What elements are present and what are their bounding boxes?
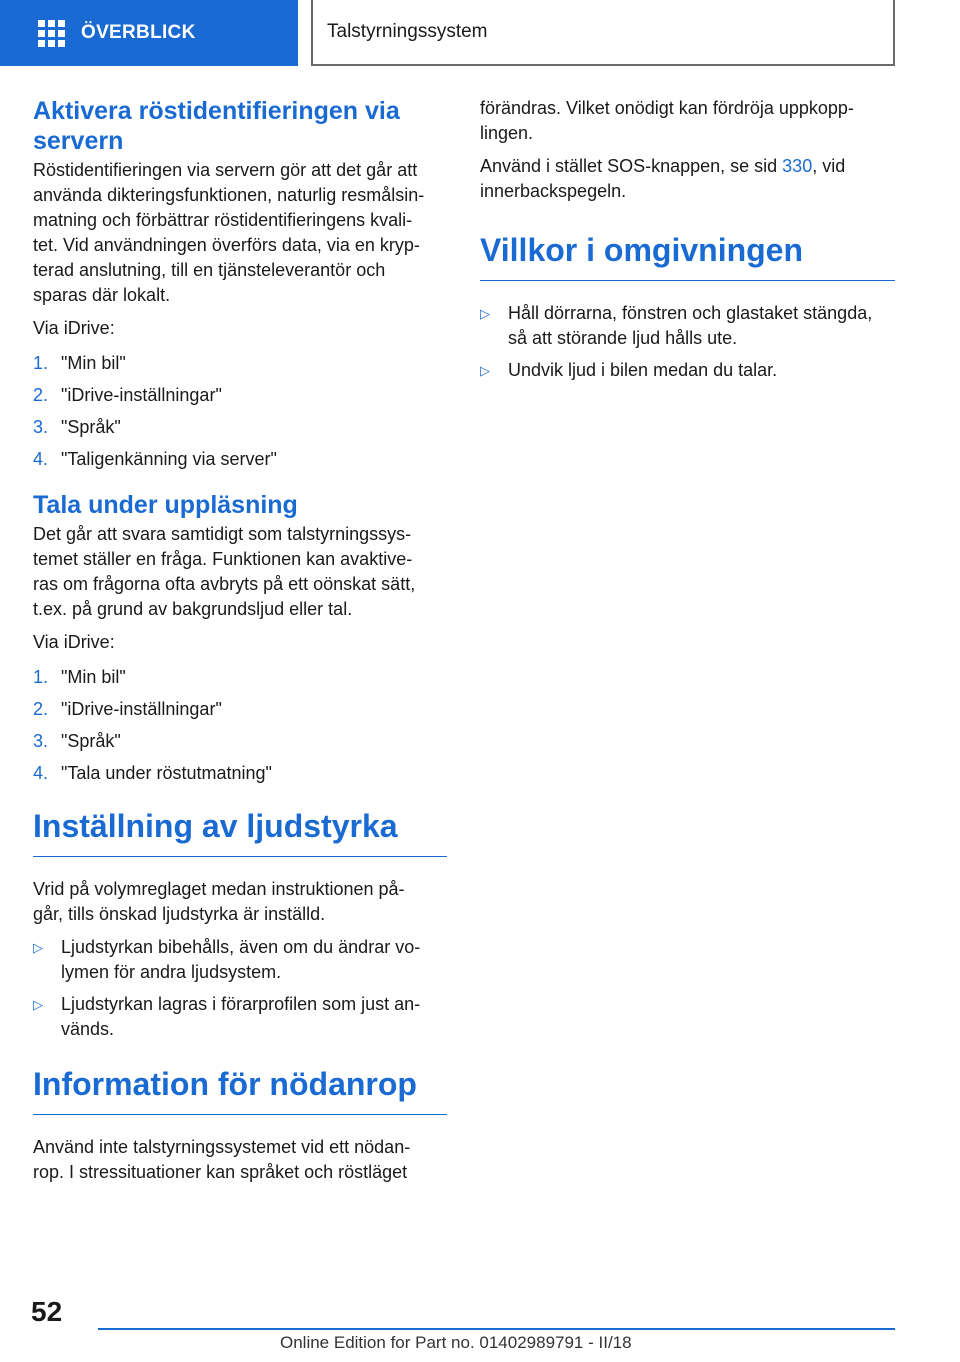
bullet-item (480, 301, 895, 351)
text-line: terad anslutning, till en tjänsteleverantör och (33, 260, 386, 280)
text-line: lingen. (480, 123, 534, 143)
step-text: "iDrive-inställningar" (61, 699, 222, 719)
text-line: förändras. Vilket onödigt kan fördröja uppkopp- (480, 98, 854, 118)
step-item (33, 761, 447, 786)
step-item (33, 351, 447, 376)
text-line: Det går att svara samtidigt som talstyrningssys- (33, 524, 412, 544)
bullet-text (61, 935, 420, 985)
step-text: "Språk" (61, 731, 121, 751)
via-idrive-label: Via iDrive: (33, 318, 115, 338)
step-number: 2. (33, 699, 49, 719)
footer-edition-text: Online Edition for Part no. 01402989791 - II/18 (280, 1333, 632, 1352)
paragraph-emergency-continued (480, 96, 895, 146)
step-item (33, 383, 447, 408)
bullet-text: Undvik ljud i bilen medan du talar. (508, 360, 778, 380)
steps-list (33, 351, 447, 472)
text-line: Använd inte talstyrningssystemet vid ett nödan- (33, 1137, 411, 1157)
text-line: Håll dörrarna, fönstren och glastaket stängda, (508, 303, 873, 323)
heading-emergency-call-info: Information för nödanrop (33, 1064, 447, 1115)
bullet-list (33, 935, 447, 1042)
step-number: 1. (33, 353, 49, 373)
step-item (33, 665, 447, 690)
text-line: innerbackspegeln. (480, 181, 627, 201)
text-fragment: , vid (812, 156, 846, 176)
heading-speak-during-readout: Tala under uppläsning (33, 491, 298, 519)
step-text: "Språk" (61, 417, 121, 437)
text-line: matning och förbättrar röstidentifieringens kvali- (33, 210, 413, 230)
text-line: ras om frågorna ofta avbryts på ett oönskat sätt, (33, 574, 416, 594)
overview-tab[interactable] (0, 0, 298, 66)
step-number: 3. (33, 731, 49, 751)
text-line: rop. I stressituationer kan språket och röstläget (33, 1162, 408, 1182)
paragraph-server-recognition (33, 158, 447, 308)
step-number: 1. (33, 667, 49, 687)
heading-server-recognition (33, 96, 447, 156)
step-text: "iDrive-inställningar" (61, 385, 222, 405)
grid-icon (38, 20, 65, 47)
triangle-right-outline-icon: ▷ (480, 306, 490, 321)
text-line: så att störande ljud hålls ute. (508, 328, 738, 348)
step-text: "Taligenkänning via server" (61, 449, 277, 469)
section-title-box (311, 0, 895, 66)
step-item (33, 447, 447, 472)
page-reference-link[interactable]: 330 (782, 156, 813, 176)
triangle-right-outline-icon: ▷ (33, 940, 43, 955)
text-line: temet ställer en fråga. Funktionen kan avaktive- (33, 549, 413, 569)
text-line: Ljudstyrkan bibehålls, även om du ändrar vo- (61, 937, 421, 957)
via-idrive-label: Via iDrive: (33, 632, 115, 652)
text-line: vänds. (61, 1019, 115, 1039)
step-number: 4. (33, 449, 49, 469)
step-number: 2. (33, 385, 49, 405)
text-line: t.ex. på grund av bakgrundsljud eller tal. (33, 599, 353, 619)
steps-list (33, 665, 447, 786)
step-item (33, 415, 447, 440)
paragraph-speak-during-readout (33, 522, 447, 622)
bullet-text (508, 301, 872, 351)
text-line: lymen för andra ljudsystem. (61, 962, 282, 982)
footer-rule (98, 1328, 895, 1330)
text-line: Vrid på volymreglaget medan instruktionen på- (33, 879, 405, 899)
text-line: använda dikteringsfunktionen, naturlig resmålsin- (33, 185, 425, 205)
paragraph-emergency-call-info (33, 1135, 447, 1185)
overview-tab-label: ÖVERBLICK (81, 22, 196, 43)
text-line: sparas där lokalt. (33, 285, 171, 305)
bullet-item (33, 992, 447, 1042)
text-line: går, tills önskad ljudstyrka är inställd. (33, 904, 326, 924)
step-text: "Min bil" (61, 667, 126, 687)
heading-volume-setting: Inställning av ljudstyrka (33, 806, 447, 857)
step-item (33, 729, 447, 754)
paragraph-volume-setting (33, 877, 447, 927)
heading-line: Aktivera röstidentifieringen via (33, 97, 400, 125)
text-fragment: Använd i stället SOS-knappen, se sid (480, 156, 783, 176)
heading-line: servern (33, 127, 124, 155)
left-column (33, 96, 447, 1185)
page-number: 52 (31, 1296, 63, 1327)
heading-environment-conditions: Villkor i omgivningen (480, 230, 895, 281)
bullet-list (480, 301, 895, 383)
text-line: tet. Vid användningen överförs data, via en kryp- (33, 235, 420, 255)
step-number: 4. (33, 763, 49, 783)
section-title: Talstyrningssystem (327, 21, 488, 42)
step-number: 3. (33, 417, 49, 437)
bullet-item (33, 935, 447, 985)
triangle-right-outline-icon: ▷ (33, 997, 43, 1012)
text-line: Röstidentifieringen via servern gör att det går att (33, 160, 418, 180)
step-text: "Min bil" (61, 353, 126, 373)
step-text: "Tala under röstutmatning" (61, 763, 272, 783)
triangle-right-outline-icon: ▷ (480, 363, 490, 378)
page-header (0, 0, 960, 66)
bullet-item (480, 358, 895, 383)
paragraph-sos-button (480, 154, 895, 204)
bullet-text (61, 992, 420, 1042)
step-item (33, 697, 447, 722)
text-line: Ljudstyrkan lagras i förarprofilen som just an- (61, 994, 421, 1014)
right-column (480, 96, 895, 390)
